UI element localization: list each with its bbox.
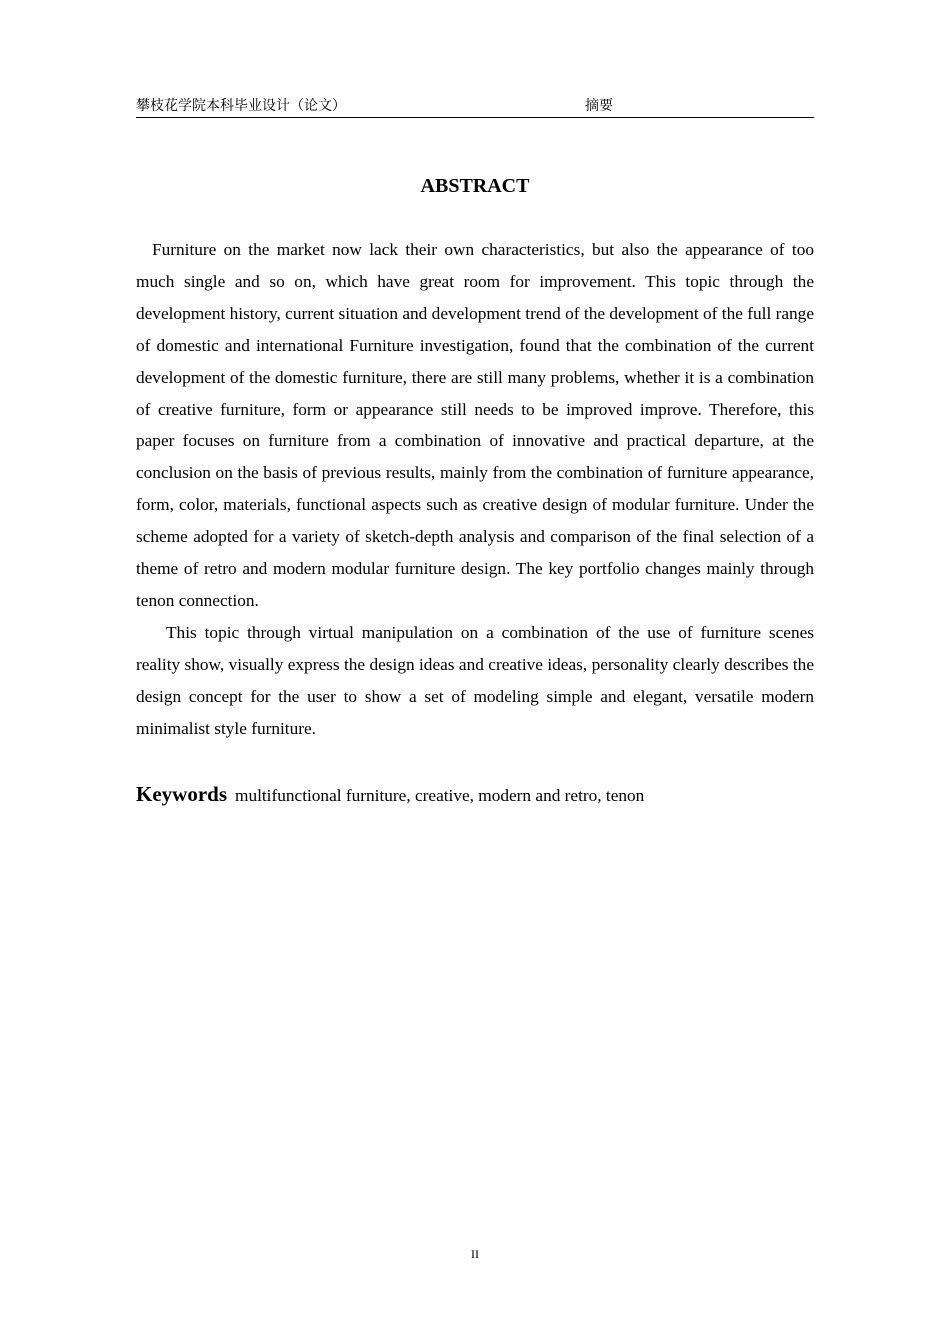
keywords-label: Keywords (136, 782, 227, 806)
abstract-paragraph-1: Furniture on the market now lack their own characteristics, but also the appearance of too much single and so on, which have great room for improvement. This topic through the development history, current situation and development trend of the development of the full range of domestic and international Furniture investigation, found that the combination of the current development of the domestic furniture, there are still many problems, whether it is a combination of creative furniture, form or appearance still needs to be improved improve. Therefore, this paper focuses on furniture from a combination of innovative and practical departure, at the conclusion on the basis of previous results, mainly from the combination of furniture appearance, form, color, materials, functional aspects such as creative design of modular furniture. Under the scheme adopted for a variety of sketch-depth analysis and comparison of the final selection of a theme of retro and modern modular furniture design. The key portfolio changes mainly through tenon connection. (136, 240, 814, 610)
header-school-name: 攀枝花学院本科毕业设计（论文） (136, 98, 346, 114)
abstract-paragraph-2: This topic through virtual manipulation on a combination of the use of furniture scenes reality show, visually express the design ideas and creative ideas, personality clearly describes the design concept for the user to show a set of modeling simple and elegant, versatile modern minimalist style furniture. (136, 622, 814, 738)
keywords-text: multifunctional furniture, creative, modern and retro, tenon (235, 786, 645, 805)
page-number: II (471, 1247, 479, 1261)
keywords-line (136, 778, 814, 813)
header-section-name: 摘要 (585, 98, 613, 114)
abstract-body (136, 234, 814, 745)
page-header (136, 96, 814, 118)
abstract-title: ABSTRACT (420, 175, 530, 197)
